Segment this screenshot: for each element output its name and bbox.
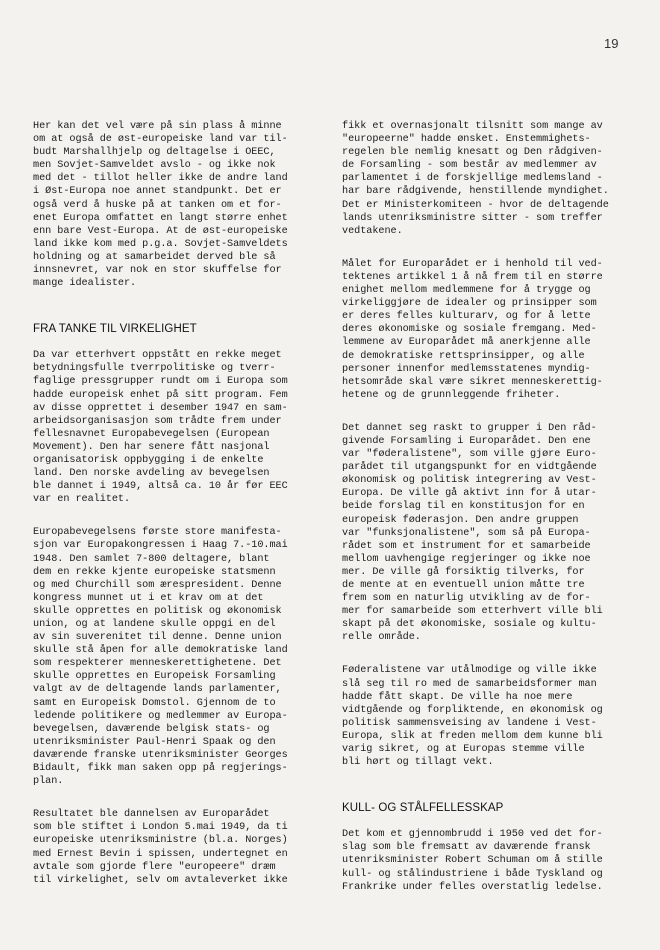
paragraph-schuman: Det kom et gjennombrudd i 1950 ved det for- slag som ble fremsatt av daværende fransk utenriksminister Robert Schuman om å stille kull- og stålindustriene i både Tyskland og Frankrike under felles overstatlig ledelse. [342,829,603,893]
paragraph-europabevegelsen: Da var etterhvert oppstått en rekke meget betydningsfulle tverrpolitiske og tverr- faglige pressgrupper rundt om i Europa som hadde europeisk enhet på sitt program. Fem av disse opprettet i desember 1947 en sam- arbeidsorganisasjon som trådte frem under fellesnavnet Europabevegelsen (European Movement). Den har senere fått nasjonal organisatorisk oppbygging i de enkelte land. Den norske avdeling av bevegelsen ble dannet i 1949, altså ca. 10 år før EEC var en realitet. [33,350,288,506]
paragraph-to-grupper: Det dannet seg raskt to grupper i Den råd- givende Forsamling i Europarådet. Den ene var "føderalistene", som ville gjøre Euro- parådet til utgangspunkt for en vidtgående økonomisk og politisk integrering av Vest- Europa. De ville gå aktivt inn for å utar- beide forslag til en konstitusjon for en europeisk føderasjon. Den andre gruppen var "funksjonalistene", som så på Europa- rådet som et instrument for et samarbeide mellom uavhengige regjeringer og ikke noe mer. De ville gå forsiktig tilverks, for de mente at en eventuell union måtte tre frem som en naturlig utvikling av de for- mer for samarbeide som etterhvert ville bli skapt på det økonomiske, sosiale og kultu- relle område. [342,422,603,644]
paragraph-foderalistene: Føderalistene var utålmodige og ville ikke slå seg til ro med de samarbeidsformer man hadde fått skapt. De ville ha noe mere vidtgående og forpliktende, en økonomisk og politisk sammensveising av landene i Vest- Europa, slik at freden mellom dem kunne bli varig sikret, og at Europas stemme ville bli hørt og tillagt vekt. [342,665,603,769]
section-heading-kull-og-stal: KULL- OG STÅLFELLESSKAP [342,802,504,815]
section-heading-fra-tanke: FRA TANKE TIL VIRKELIGHET [33,323,197,336]
paragraph-malet: Målet for Europarådet er i henhold til ved- tektenes artikkel 1 å nå frem til en større enighet mellom medlemmene for å trygge og virkeliggjøre de idealer og prinsipper som er deres felles kulturarv, og for å lette deres økonomiske og sosiale fremgang. Med- lemmene av Europarådet må anerkjenne alle de demokratiske rettsprinsipper, og alle personer innenfor medlemsstatenes myndig- hetsområde skal være sikret menneskerettig- hetene og de grunnleggende friheter. [342,258,603,401]
paragraph-europaradet: Resultatet ble dannelsen av Europarådet som ble stiftet i London 5.mai 1949, da ti europeiske utenriksministre (bl.a. Norges) med Ernest Bevin i spissen, undertegnet en avtale som gjorde flere "europeere" dræm til virkelighet, selv om avtaleverket ikke [33,809,288,886]
left-column [33,120,301,887]
paragraph-overnasjonalt: fikk et overnasjonalt tilsnitt som mange av "europeerne" hadde ønsket. Enstemmighets- regelen ble nemlig knesatt og Den rådgiven- de Forsamling - som består av medlemmer av parlamentet i de forskjellige medlemsland - har bare rådgivende, henstillende myndighet. Det er Ministerkomiteen - hvor de deltagende lands utenriksministre sitter - som treffer vedtakene. [342,121,609,237]
paragraph-intro: Her kan det vel være på sin plass å minne om at også de øst-europeiske land var til- budt Marshallhjelp og deltagelse i OEEC, men Sovjet-Samveldet avslo - og ikke nok med det - tillot heller ikke de andre land i Øst-Europa noe annet standpunkt. Det er også verd å huske på at tanken om et for- enet Europa omfattet en langt større enhet enn bare Vest-Europa. At de øst-europeiske land ikke kom med p.g.a. Sovjet-Samveldets holdning og at samarbeidet derved ble så innsnevret, var nok en stor skuffelse for mange idealister. [33,121,288,290]
right-column [342,120,614,894]
page-number: 19 [604,36,619,51]
paragraph-europakongressen: Europabevegelsens første store manifesta- sjon var Europakongressen i Haag 7.-10.mai 1948. Den samlet 7-800 deltagere, blant dem en rekke kjente europeiske statsmenn og med Churchill som ærespresident. Denne kongress munnet ut i et krav om at det skulle opprettes en politisk og økonomisk union, og at landene skulle oppgi en del av sin suverenitet til denne. Denne union skulle stå åpen for alle demokratiske land som respekterer menneskerettighetene. Det skulle opprettes en Europeisk Forsamling valgt av de deltagende lands parlamenter, samt en Europeisk Domstol. Gjennom de to ledende politikere og medlemmer av Europa- bevegelsen, daværende belgisk stats- og utenriksminister Paul-Henri Spaak og den daværende franske utenriksminister Georges Bidault, fikk man saken opp på regjerings- plan. [33,527,288,788]
